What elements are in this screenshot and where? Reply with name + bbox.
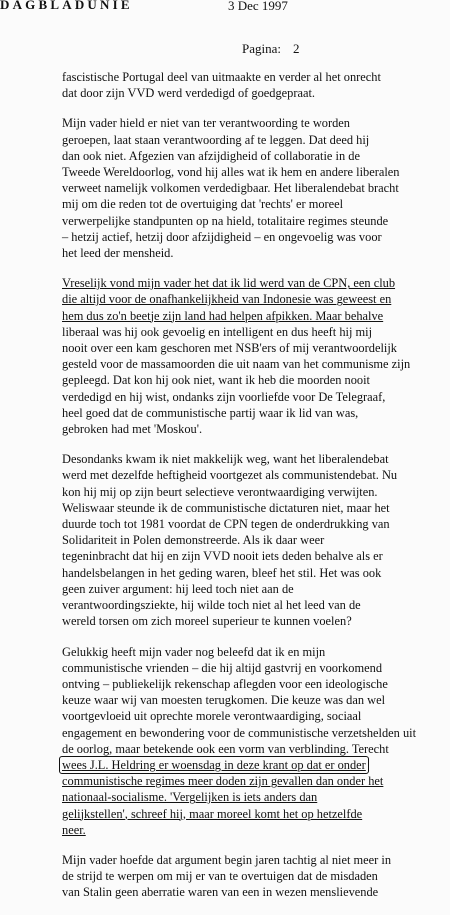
text-line: engagement en bewondering voor de communistische verzetshelden uit — [62, 725, 417, 740]
text-line: – hetzij actief, hetzij door afzijdigheid – en ongevoelig was voor — [62, 229, 382, 244]
text-line: Gelukkig heeft mijn vader nog beleefd dat ik en mijn — [62, 644, 326, 659]
text-line: het leed der mensheid. — [62, 246, 174, 261]
text-line: Mijn vader hield er niet van ter verantwoording te worden — [62, 116, 350, 131]
paragraph-1 — [62, 69, 432, 101]
text-line: geroepen, laat staan verantwoording af te leggen. Dat deed hij — [62, 132, 370, 147]
newspaper-brand: DAGBLADUNIE — [0, 0, 133, 12]
text-line: geen zuiver argument: hij leed toch niet aan de — [62, 581, 294, 596]
text-line: dat door zijn VVD werd verdedigd of goedgepraat. — [62, 86, 316, 101]
article-body — [62, 69, 432, 915]
text-line: tegeninbracht dat hij en zijn VVD nooit iets deden behalve als er — [62, 549, 383, 564]
underlined-line — [62, 757, 432, 773]
underlined-line: nationaal-socialisme. 'Vergelijken is iets anders dan — [62, 790, 318, 805]
text-line: werd met dezelfde heftigheid voortgezet als communistendebat. Nu — [62, 468, 398, 483]
text-line: Mijn vader hoefde dat argument begin jaren tachtig al niet meer in — [62, 852, 392, 867]
text-line: nooit over een kam geschoren met NSB'ers of mij verantwoordelijk — [62, 341, 397, 356]
text-line: fascistische Portugal deel van uitmaakte en verder al het onrecht — [62, 70, 381, 84]
text-line: mij om die reden tot de overtuiging dat 'rechts' er moreel — [62, 197, 344, 212]
underlined-line: neer. — [62, 822, 86, 837]
text-line: liberaal was hij ook gevoelig en intelligent en dus heeft hij mij — [62, 324, 373, 339]
text-line: voortgevloeid uit oprechte morele verontwaardiging, sociaal — [62, 709, 362, 724]
paragraph-3 — [62, 275, 432, 437]
page-label: Pagina: — [242, 41, 281, 56]
underlined-line: gelijkstellen', schreef hij, maar moreel komt het op hetzelfde — [62, 806, 363, 821]
underlined-line: die altijd voor de onafhankelijkheid van Indonesie was gewe​est en — [62, 292, 392, 307]
text-line: Solidariteit in Polen demonstreerde. Als ik daar weer — [62, 533, 325, 548]
text-line: communistische vrienden – die hij altijd gastvrij en voorkomend — [62, 660, 383, 675]
text-line: ontving – publiekelijk rekenschap aflegden voor een ideologische — [62, 676, 388, 691]
underlined-line: Vreselijk vond mijn vader het dat ik lid werd van de CPN, een club — [62, 276, 396, 291]
text-line: keuze waar wij van moesten terugkomen. Die keuze was dan wel — [62, 693, 386, 708]
page-number: 2 — [293, 41, 300, 56]
text-line: wereld torsen om zich moreel superieur te kunnen voelen? — [62, 614, 352, 629]
text-line: Tweede Wereldoorlog, vond hij alles wat ik hem en andere liberalen — [62, 165, 400, 180]
paragraph-2 — [62, 115, 432, 261]
text-line: gebroken had met 'Moskou'. — [62, 422, 203, 437]
underlined-line: hem dus zo'n beetje zijn land had helpen afpikken. Maar behalve — [62, 308, 384, 323]
text-line: duurde toch tot 1981 voordat de CPN tegen de onderdrukking van — [62, 517, 390, 532]
text-line: Weliswaar steunde ik de communistische dictaturen niet, maar het — [62, 500, 390, 515]
text-line: handelsbelangen in het geding waren, bleef het stil. Het was ook — [62, 565, 382, 580]
text-line: Desondanks kwam ik niet makkelijk weg, want het liberalendebat — [62, 452, 389, 467]
text-line: verantwoordingsziekte, hij wilde toch niet al het leed van de — [62, 598, 361, 613]
text-line: van Stalin geen aberratie waren van een in wezen menslievende — [62, 885, 379, 900]
text-line: de oorlog, maar betekende ook een vorm van verblinding. Terecht — [62, 741, 389, 756]
text-line: verwerpelijke standpunten op na hield, totalitaire regimes steunde — [62, 213, 389, 228]
text-line: verweet namelijk volkomen verdedigbaar. Het liberalendebat bracht — [62, 181, 399, 196]
page-indicator — [242, 41, 300, 57]
paragraph-5 — [62, 644, 432, 838]
underlined-line: communistische regimes meer doden zijn gevallen dan onder het — [62, 774, 384, 789]
text-line: heel goed dat de communistische partij waar ik lid van was, — [62, 405, 359, 420]
text-line: de strijd te werpen om mij er van te overtuigen dat de misdaden — [62, 869, 378, 884]
text-line: gesteld voor de massamoorden die uit naam van het communisme zijn — [62, 357, 411, 372]
paragraph-4 — [62, 451, 432, 629]
text-line: dan ook niet. Afgezien van afzijdigheid of collaboratie in de — [62, 148, 360, 163]
text-line: gepleegd. Dat kon hij ook niet, want ik heb die moorden nooit — [62, 373, 370, 388]
highlighted-quote: wees J.L. Heldring er woensdag in deze krant op dat er onder — [59, 756, 369, 774]
text-line: kon hij mij op zijn beurt selectieve verontwaardiging verwijten. — [62, 484, 378, 499]
text-line: verdedigd en hij wist, ondanks zijn voorliefde voor De Telegraaf, — [62, 389, 386, 404]
document-date: 3 Dec 1997 — [228, 0, 288, 13]
paragraph-6 — [62, 852, 432, 901]
